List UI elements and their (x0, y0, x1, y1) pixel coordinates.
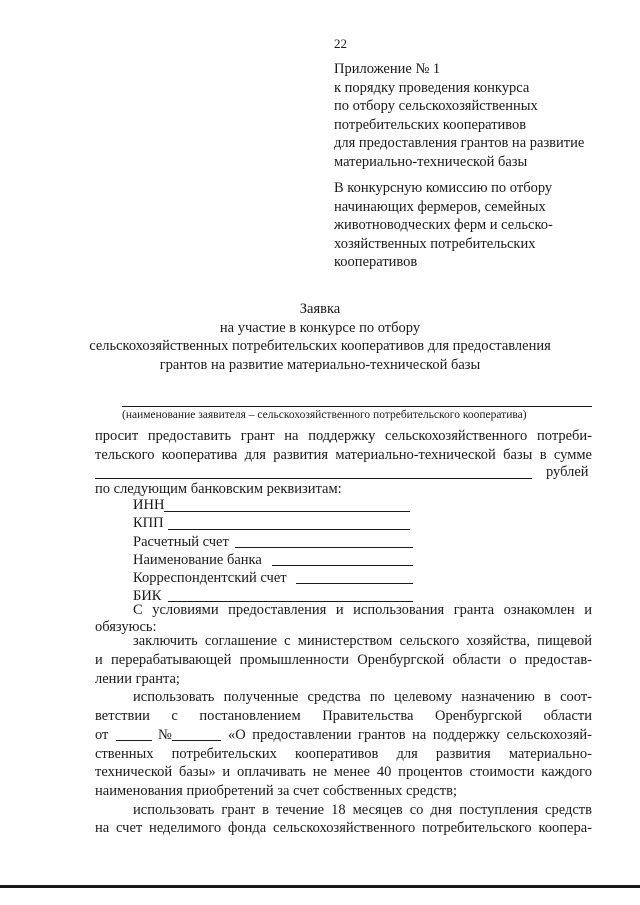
bank-name-field[interactable] (272, 565, 413, 566)
condition-1-line: и перерабатывающей промышленности Оренбургской области о предостав- (95, 652, 592, 668)
condition-2-line: наименования приобретений за счет собственных средств; (95, 783, 457, 799)
condition-1-line: заключить соглашение с министерством сельского хозяйства, пищевой (133, 633, 592, 649)
bik-label: БИК (133, 588, 162, 604)
appendix-line: по отбору сельскохозяйственных (334, 98, 538, 115)
addressee-line: животноводческих ферм и сельско- (334, 217, 553, 234)
account-label: Расчетный счет (133, 534, 229, 550)
appendix-header (334, 60, 584, 172)
application-title (0, 300, 640, 374)
kpp-label: КПП (133, 515, 164, 531)
request-line: просит предоставить грант на поддержку сельскохозяйственного потреби- (95, 428, 592, 444)
inn-field[interactable] (164, 511, 410, 512)
account-field[interactable] (235, 547, 413, 548)
corr-account-label: Корреспондентский счет (133, 570, 287, 586)
request-line: тельского кооператива для развития материально-технической базы в сумме (95, 447, 592, 463)
condition-2-number-sign: № (158, 727, 172, 743)
appendix-line: потребительских кооперативов (334, 116, 527, 133)
condition-2-line: использовать полученные средства по целевому назначению в соот- (133, 689, 592, 705)
amount-blank[interactable] (95, 478, 532, 479)
decree-number-field[interactable] (172, 740, 221, 741)
addressee-line: кооперативов (334, 254, 418, 271)
title-line: Заявка (299, 301, 341, 317)
condition-2-line: технической базы» и оплачивать не менее 40 процентов стоимости каждого (95, 764, 592, 780)
corr-account-field[interactable] (296, 583, 413, 584)
conditions-intro: обязуюсь: (95, 619, 157, 635)
condition-2-from: от (95, 727, 109, 743)
appendix-line: материально-технической базы (334, 153, 528, 170)
title-line: на участие в конкурсе по отбору (219, 319, 421, 336)
condition-2-line: ственных потребительских кооперативов для развития материально- (95, 746, 592, 762)
applicant-caption: (наименование заявителя – сельскохозяйственного потребительского кооператива) (122, 409, 527, 421)
inn-label: ИНН (133, 497, 165, 513)
addressee-line: В конкурсную комиссию по отбору (334, 180, 553, 196)
page-bottom-border (0, 885, 640, 888)
condition-3-line: использовать грант в течение 18 месяцев со дня поступления средств (133, 802, 592, 818)
appendix-line: Приложение № 1 (334, 61, 441, 77)
appendix-line: для предоставления грантов на развитие (334, 135, 585, 152)
title-line: сельскохозяйственных потребительских кооперативов для предоставления (89, 338, 551, 355)
title-line: грантов на развитие материально-технической базы (159, 356, 481, 373)
currency-label: рублей (546, 464, 589, 480)
bank-name-label: Наименование банка (133, 552, 262, 568)
request-line: по следующим банковским реквизитам: (95, 481, 342, 497)
condition-2-line: «О предоставлении грантов на поддержку сельскохозяй- (228, 727, 592, 743)
appendix-line: к порядку проведения конкурса (334, 79, 530, 96)
condition-1-line: лении гранта; (95, 671, 180, 687)
condition-2-line: ветствии с постановлением Правительства Оренбургской области (95, 708, 592, 724)
condition-3-line: на счет неделимого фонда сельскохозяйственного потребительского коопера- (95, 820, 592, 836)
applicant-name-blank[interactable] (122, 406, 592, 407)
addressee-line: хозяйственных потребительских (334, 235, 536, 252)
addressee-block (334, 179, 553, 272)
conditions-intro: С условиями предоставления и использования гранта ознакомлен и (133, 602, 592, 618)
page-number: 22 (334, 36, 347, 51)
addressee-line: начинающих фермеров, семейных (334, 198, 546, 215)
decree-date-field[interactable] (116, 740, 152, 741)
kpp-field[interactable] (168, 529, 410, 530)
